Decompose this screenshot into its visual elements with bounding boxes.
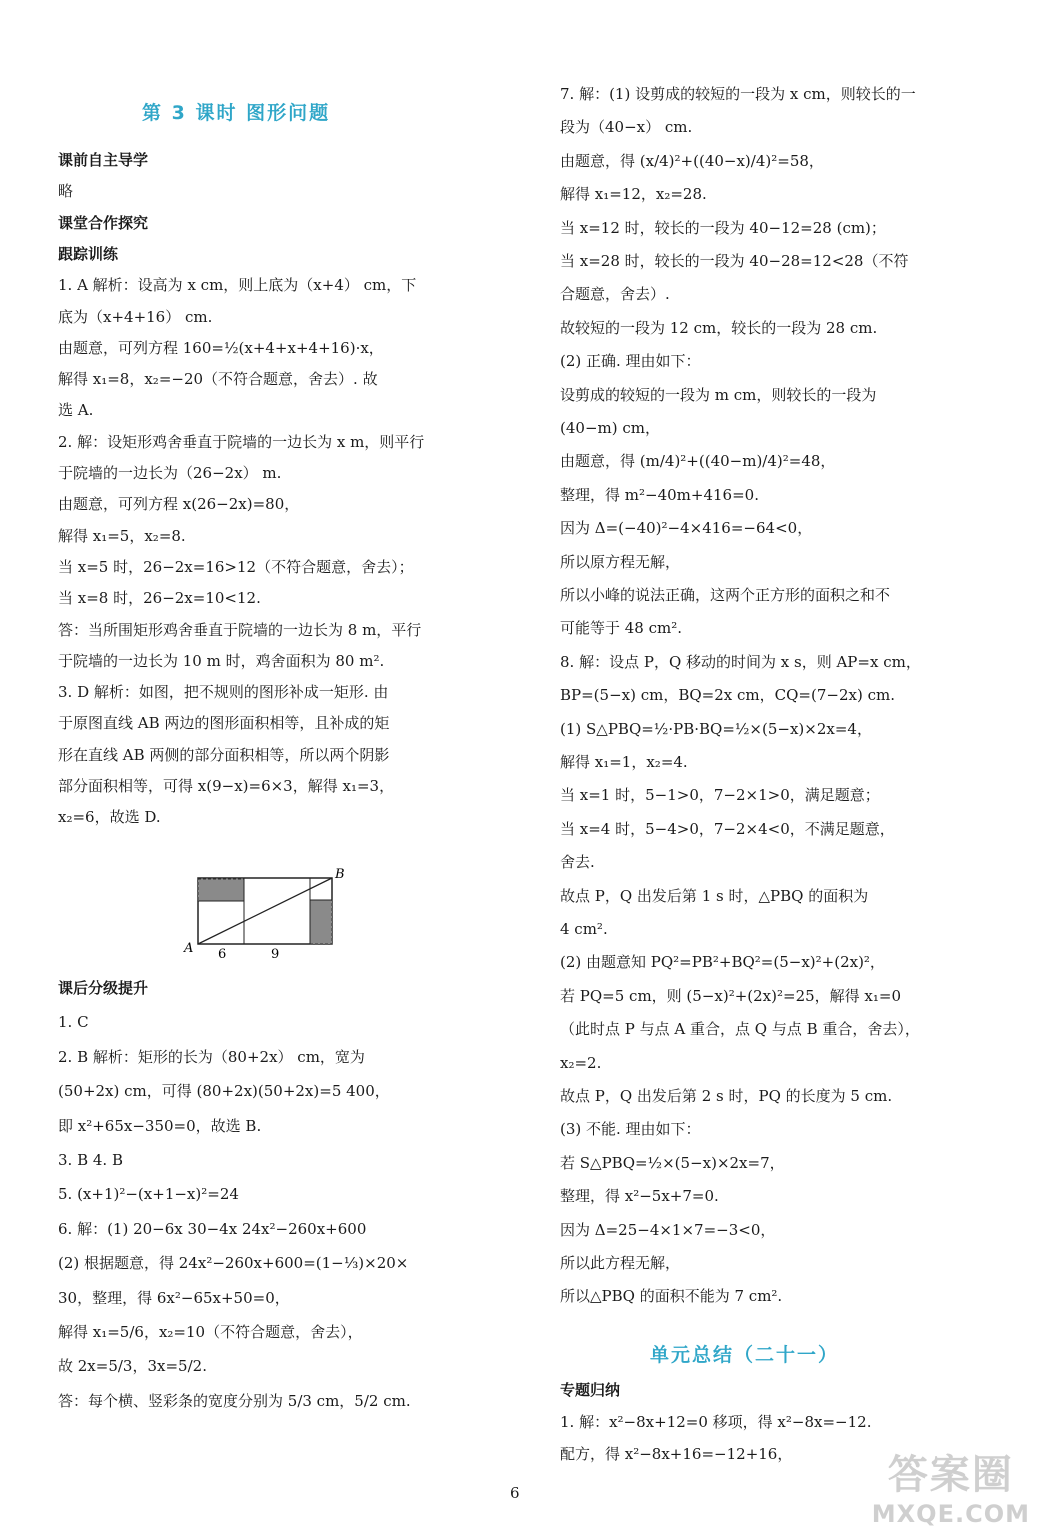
shaded-region-right [310,900,332,944]
left-after-line: 即 x²+65x−350=0，故选 B. [58,1116,262,1135]
left-after-line: (2) 根据题意，得 24x²−260x+600=(1−⅓)×20× [58,1254,409,1273]
left-after-line: 故 2x=5/3，3x=5/2. [58,1357,207,1376]
label-b: B [335,867,345,882]
left-line: 当 x=8 时，26−2x=10<12. [58,589,261,608]
left-after-line: 6. 解：(1) 20−6x 30−4x 24x²−260x+600 [58,1219,367,1238]
right-line: 当 x=12 时，较长的一段为 40−12=28 (cm)； [560,218,886,237]
right-line: 所以△PBQ 的面积不能为 7 cm². [560,1287,783,1306]
unit-summary-title: 单元总结（二十一） [650,1344,840,1366]
right-line: 故点 P，Q 出发后第 2 s 时，PQ 的长度为 5 cm. [560,1087,893,1105]
right-line: 由题意，得 (m/4)²+((40−m)/4)²=48， [560,452,836,471]
right-summary-line: 1. 解：x²−8x+12=0 移项，得 x²−8x=−12. [560,1413,872,1431]
left-after-line: 2. B 解析：矩形的长为（80+2x） cm，宽为 [58,1047,365,1066]
right-line: 所以小峰的说法正确，这两个正方形的面积之和不 [560,586,891,604]
left-after-line: 3. B 4. B [58,1151,123,1169]
right-line: 8. 解：设点 P，Q 移动的时间为 x s，则 AP=x cm， [560,652,921,671]
left-line: 课堂合作探究 [58,213,149,232]
left-line: 部分面积相等，可得 x(9−x)=6×3，解得 x₁=3， [58,777,395,795]
left-line: 形在直线 AB 两侧的部分面积相等，所以两个阴影 [58,745,390,764]
right-line: 由题意，得 (x/4)²+((40−x)/4)²=58， [560,151,824,170]
shaded-region-left [198,879,244,901]
page-number: 6 [510,1484,520,1502]
right-line: （此时点 P 与点 A 重合，点 Q 与点 B 重合，舍去）， [560,1020,920,1039]
right-line: (3) 不能. 理由如下： [560,1120,701,1139]
right-line: 合题意，舍去）. [560,285,670,304]
left-line: 跟踪训练 [58,244,119,263]
right-line: 整理，得 x²−5x+7=0. [560,1187,719,1206]
right-line: 解得 x₁=1，x₂=4. [560,753,688,771]
right-summary-line: 配方，得 x²−8x+16=−12+16， [560,1445,793,1463]
right-line: BP=(5−x) cm，BQ=2x cm，CQ=(7−2x) cm. [560,686,895,705]
right-line: 解得 x₁=12，x₂=28. [560,185,707,204]
left-line: 解得 x₁=5，x₂=8. [58,526,186,545]
left-after-line: 答：每个横、竖彩条的宽度分别为 5/3 cm，5/2 cm. [58,1391,411,1410]
left-line: 略 [58,182,74,201]
left-line: 底为（x+4+16） cm. [58,307,213,326]
right-line: (2) 正确. 理由如下： [560,352,701,371]
left-line: 1. A 解析：设高为 x cm，则上底为（x+4） cm，下 [58,276,417,295]
left-line: 选 A. [58,401,94,420]
right-line: 舍去. [560,853,595,872]
label-a: A [184,941,194,956]
right-line: 所以原方程无解， [560,552,681,571]
right-line: 段为（40−x） cm. [560,118,693,137]
right-line: 当 x=4 时，5−4>0，7−2×4<0，不满足题意， [560,819,895,838]
left-line: 课前自主导学 [58,151,149,169]
left-after-line: 课后分级提升 [58,979,149,997]
watermark-url: MXQE.COM [871,1500,1030,1528]
right-line: 可能等于 48 cm². [560,619,683,638]
watermark-text: 答案圈 [887,1452,1014,1498]
left-line: x₂=6，故选 D. [58,808,161,827]
length-9: 9 [271,947,280,962]
left-line: 当 x=5 时，26−2x=16>12（不符合题意，舍去）； [58,557,414,576]
right-line: 4 cm². [560,920,608,938]
left-line: 由题意，可列方程 x(26−2x)=80， [58,495,300,514]
left-line: 由题意，可列方程 160=½(x+4+x+4+16)·x， [58,338,384,357]
left-after-line: 30，整理，得 6x²−65x+50=0， [58,1288,290,1307]
left-line: 于原图直线 AB 两边的图形面积相等，且补成的矩 [58,714,390,733]
page-title-lesson: 第 3 课时 图形问题 [142,102,331,124]
right-line: 若 PQ=5 cm，则 (5−x)²+(2x)²=25，解得 x₁=0 [560,986,902,1005]
watermark [872,1443,1030,1528]
left-line: 于院墙的一边长为 10 m 时，鸡舍面积为 80 m². [58,651,385,670]
right-line: 设剪成的较短的一段为 m cm，则较长的一段为 [560,385,877,404]
left-after-line: 5. (x+1)²−(x+1−x)²=24 [58,1185,239,1204]
right-line: 当 x=1 时，5−1>0，7−2×1>0，满足题意； [560,786,880,805]
left-line: 于院墙的一边长为（26−2x） m. [58,464,282,482]
right-line: 7. 解：(1) 设剪成的较短的一段为 x cm，则较长的一 [560,85,916,103]
geometry-figure [178,866,348,962]
right-line: x₂=2. [560,1053,602,1072]
right-line: (1) S△PBQ=½·PB·BQ=½×(5−x)×2x=4， [560,719,872,738]
right-line: 所以此方程无解， [560,1254,681,1272]
left-line: 2. 解：设矩形鸡舍垂直于院墙的一边长为 x m，则平行 [58,432,425,451]
right-line: 故点 P，Q 出发后第 1 s 时，△PBQ 的面积为 [560,886,869,905]
right-line: (2) 由题意知 PQ²=PB²+BQ²=(5−x)²+(2x)²， [560,953,885,972]
left-line: 3. D 解析：如图，把不规则的图形补成一矩形. 由 [58,683,389,702]
length-6: 6 [218,947,227,962]
left-line: 答：当所围矩形鸡舍垂直于院墙的一边长为 8 m，平行 [58,620,422,639]
right-summary-line: 专题归纳 [560,1381,621,1399]
right-line: 当 x=28 时，较长的一段为 40−28=12<28（不符 [560,252,909,270]
left-after-line: 解得 x₁=5/6，x₂=10（不符合题意，舍去）， [58,1323,363,1341]
right-line: 整理，得 m²−40m+416=0. [560,485,759,504]
left-after-line: (50+2x) cm，可得 (80+2x)(50+2x)=5 400， [58,1082,390,1101]
right-line: 若 S△PBQ=½×(5−x)×2x=7， [560,1153,785,1172]
right-line: 故较短的一段为 12 cm，较长的一段为 28 cm. [560,318,878,337]
right-line: (40−m) cm， [560,419,660,437]
right-line: 因为 Δ=(−40)²−4×416=−64<0， [560,519,813,538]
left-line: 解得 x₁=8，x₂=−20（不符合题意，舍去）. 故 [58,370,378,389]
right-line: 因为 Δ=25−4×1×7=−3<0， [560,1220,776,1239]
left-after-line: 1. C [58,1013,89,1032]
